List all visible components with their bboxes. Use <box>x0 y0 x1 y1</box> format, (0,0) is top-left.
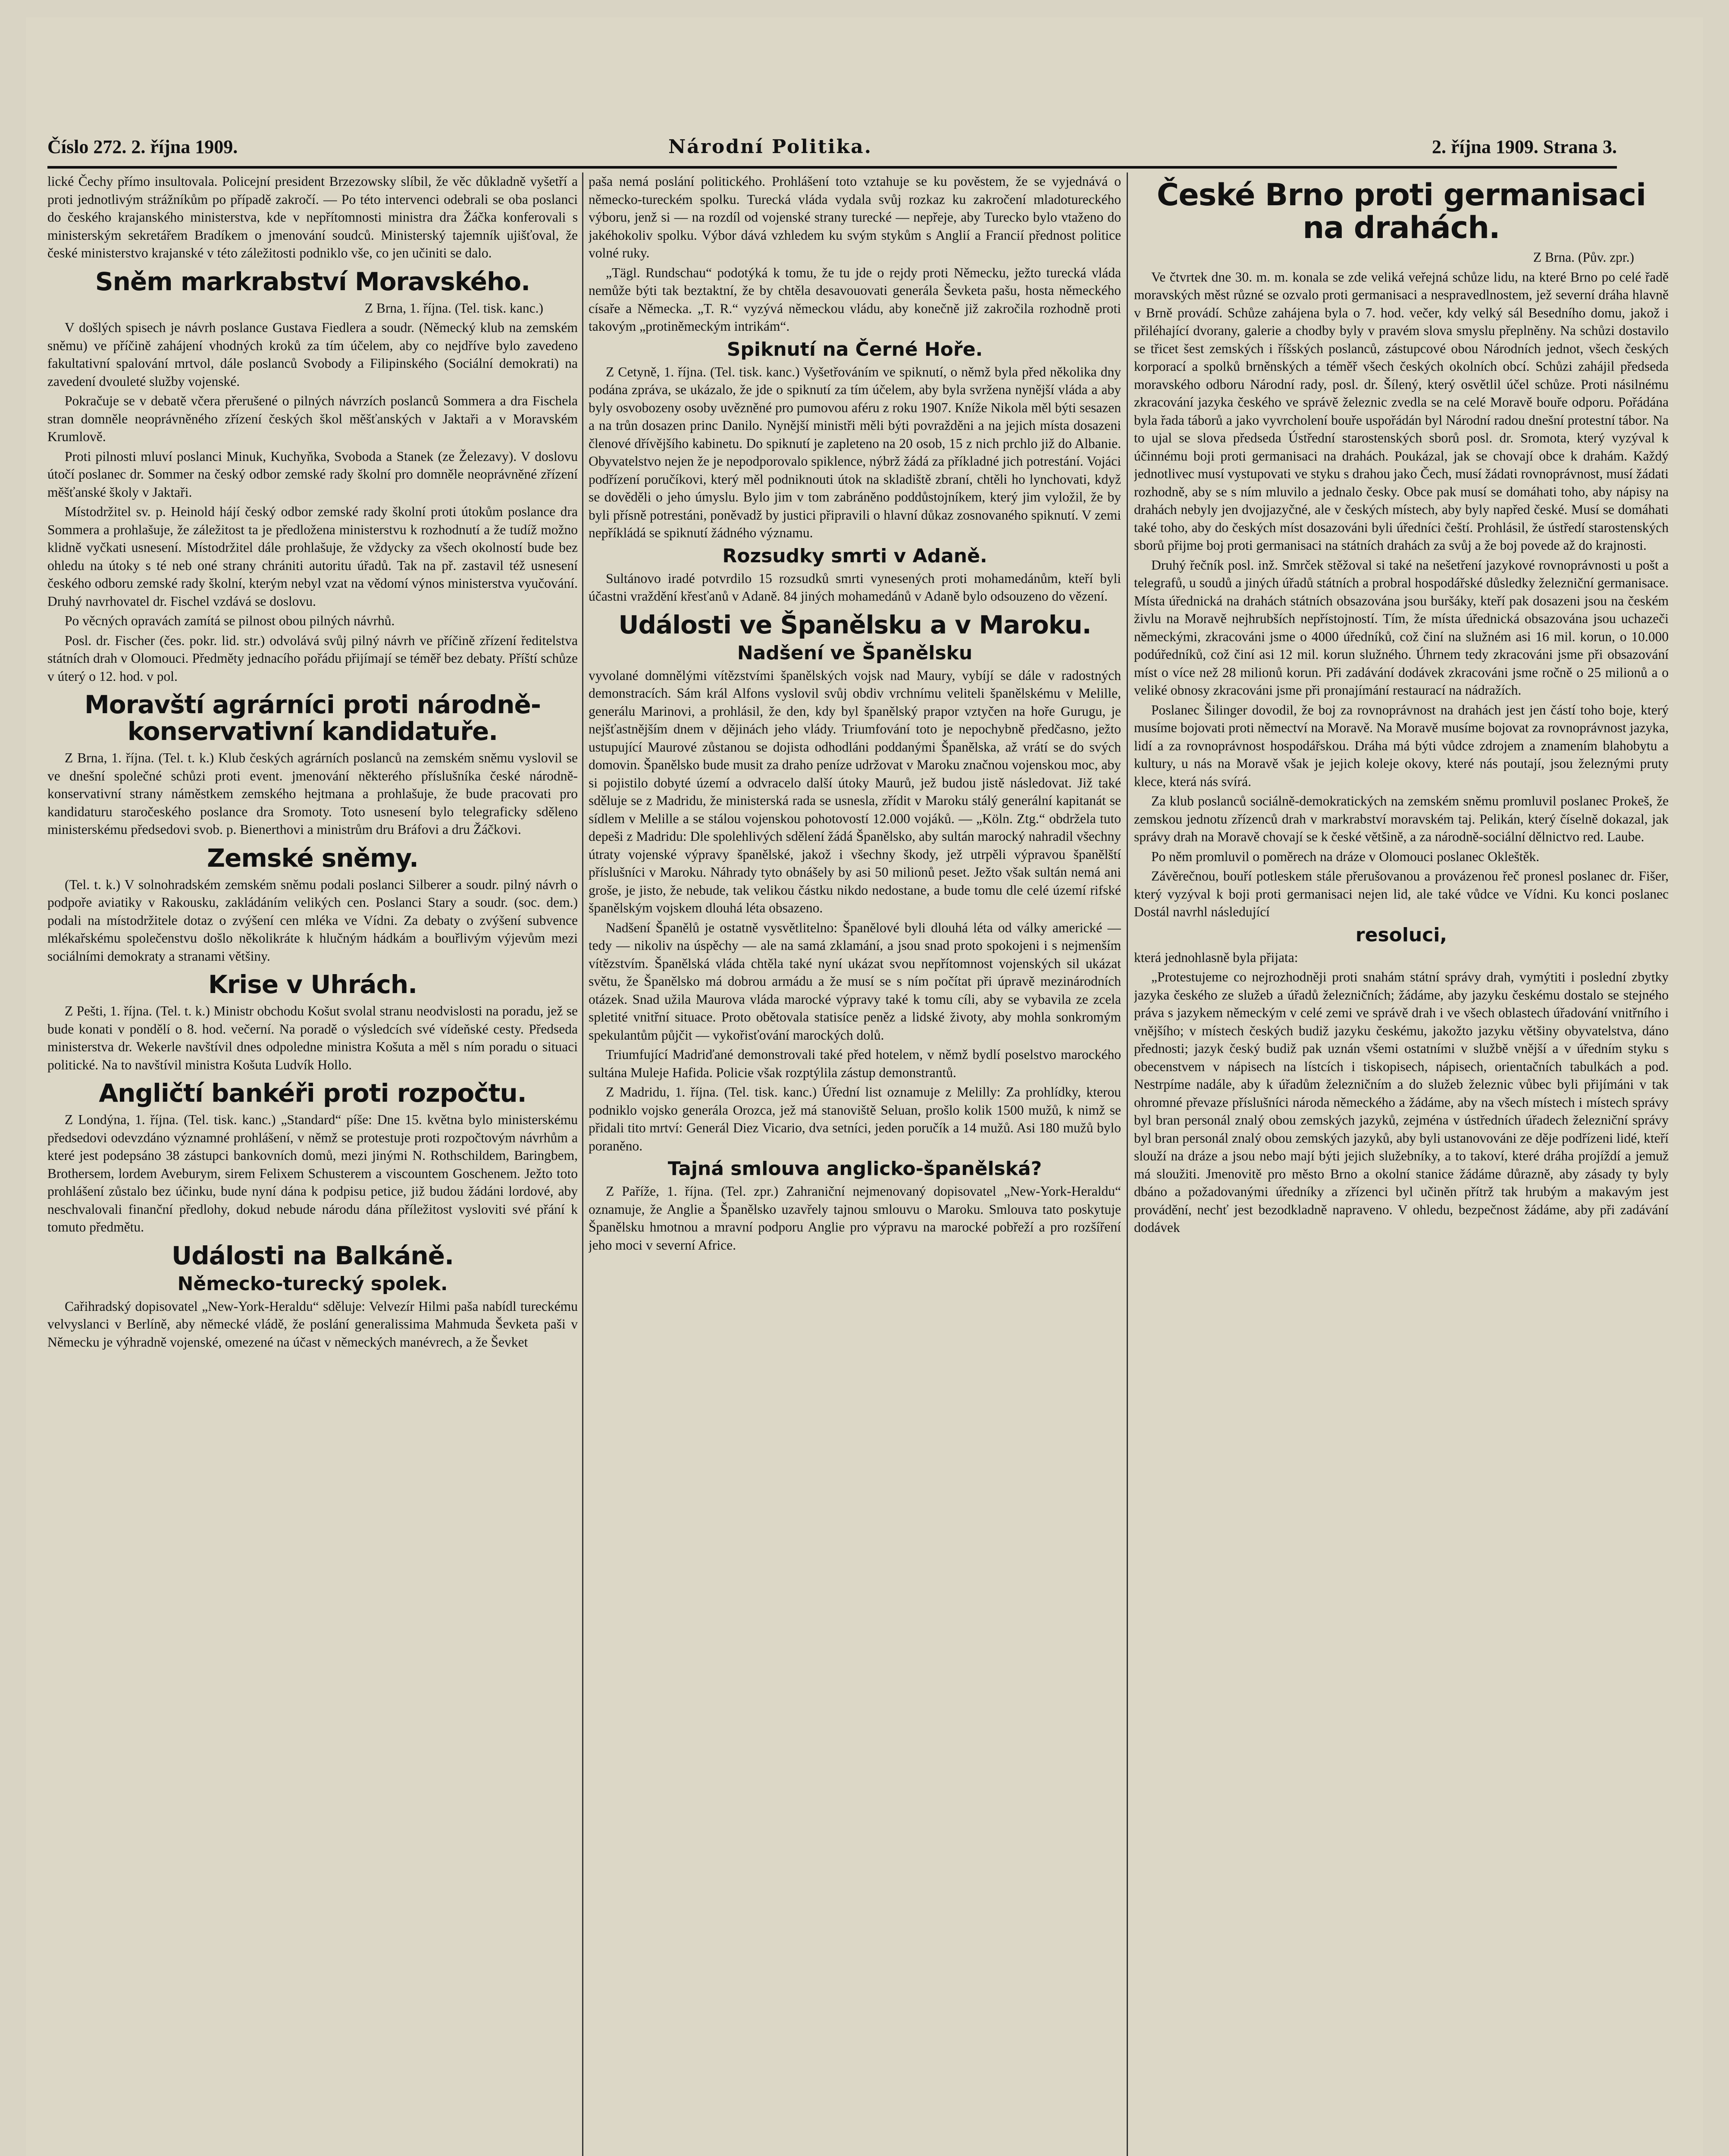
column-divider-2 <box>1127 172 1128 2156</box>
paragraph: která jednohlasně byla přijata: <box>1134 950 1298 965</box>
article-heading: České Brno proti germanisaci na drahách. <box>1156 177 1646 245</box>
article-heading: Moravští agrárníci proti národně-konservativní kandidatuře. <box>85 690 541 746</box>
paragraph: Cařihradský dopisovatel „New-York-Heraldu“ sděluje: Velvezír Hilmi paša nabídl tureckému velvyslanci v Berlíně, aby německé vládě, že poslání generalissima Mahmuda Ševketa paši v Německu je výhradně vojenské, omezené na účast v německých manévrech, a že Ševket <box>47 1298 578 1350</box>
paragraph: „Tägl. Rundschau“ podotýká k tomu, že tu jde o rejdy proti Německu, ježto turecká vláda nemůže býti tak beztaktní, že by chtěla desavouovati generála Ševketa pašu, hosta německého císaře a Německa. „T. R.“ vyzývá německou vládu, aby konečně již zakročila rozhodně proti takovým „protiněmeckým intrikám“. <box>589 265 1121 334</box>
paragraph: Po věcných opravách zamítá se pilnost obou pilných návrhů. <box>65 613 395 628</box>
paragraph: Posl. dr. Fischer (čes. pokr. lid. str.) odvolává svůj pilný návrh ve příčině zřízení ředitelstva státních drah v Olomouci. Předměty jednacího pořádu přijímají se téměř bez debaty. Příští schůze v úterý o 12. hod. v pol. <box>47 633 578 684</box>
paragraph: Proti pilnosti mluví poslanci Minuk, Kuchyňka, Svoboda a Stanek (ze Železavy). V doslovu útočí poslanec dr. Sommer na český odbor zemské rady školní pro domněle neoprávněné zřízení měšťanské školy v Jaktaři. <box>47 448 578 500</box>
article-heading: Sněm markrabství Moravského. <box>95 266 530 296</box>
article-heading: Krise v Uhrách. <box>208 970 417 999</box>
header-rule <box>47 166 1617 169</box>
paragraph: Za klub poslanců sociálně-demokratických na zemském sněmu promluvil poslanec Prokeš, že zemskou jednotu zřízenců drah v markrabství moravském taj. Pelikán, který číselně dokazal, jak správy drah na Moravě chovají se k české většině, a za národně-sociální dělnictvo red. Laube. <box>1134 793 1669 844</box>
article-heading: Spiknutí na Černé Hoře. <box>727 338 983 360</box>
column-2 <box>589 172 1121 2156</box>
column-3 <box>1134 172 1669 2156</box>
page-number: 2. října 1909. Strana 3. <box>1432 136 1617 157</box>
paragraph: Poslanec Šilinger dovodil, že boj za rovnoprávnost na drahách jest jen částí toho boje, který musíme bojovati proti němectví na Moravě. Na Moravě musíme bojovat za rovnoprávnost jazyka, lidí a za rovnoprávnost hospodářskou. Dráha má býti vůdce zdrojem a znamením blahobytu a kultury, u nás na Moravě však je jejich koleje okovy, které nás poutají, jsou železnými pruty klece, která nás svírá. <box>1134 702 1669 789</box>
paragraph: Závěrečnou, bouří potleskem stále přerušovanou a provázenou řeč pronesl poslanec dr. Fišer, který vyzýval k boji proti germanisaci nejen lid, ale také vůdce ve Vídni. Ku konci poslanec Dostál navrhl následující <box>1134 868 1669 919</box>
paragraph: (Tel. t. k.) V solnohradském zemském sněmu podali poslanci Silberer a soudr. pilný návrh o podpoře aviatiky v Rakousku, zakládáním velikých cen. Poslanci Stary a soudr. (soc. dem.) podali na místodržitele dotaz o zvýšení cen mléka ve Vídni. Za debaty o zvýšení subvence mlékařskému společenstvu došlo několikráte k hlučným hádkám a bouřlivým výjevům mezi sociálními demokraty a stranami většiny. <box>47 877 578 964</box>
paragraph: Z Madridu, 1. října. (Tel. tisk. kanc.) Úřední list oznamuje z Melilly: Za prohlídky, kterou podniklo vojsko generála Orozca, jež má stanoviště Seluan, prošlo kolik 1500 mužů, k nimž se přidali tito mrtví: Generál Diez Vicario, dva setníci, jeden poručík a 14 mužů. Asi 180 mužů bylo poraněno. <box>589 1084 1121 1153</box>
byline: Z Brna, 1. října. (Tel. tisk. kanc.) <box>364 300 543 316</box>
column-1 <box>47 172 578 2156</box>
paragraph: V došlých spisech je návrh poslance Gustava Fiedlera a soudr. (Německý klub na zemském sněmu) ve příčině zahájení vhodných kroků za tím účelem, aby co nejdříve bylo zavedeno fakultativní spalování mrtvol, dále poslanců Svobody a Filipinského (Sociální demokrati) na zavedení dvouleté služby vojenské. <box>47 320 578 389</box>
article-heading: Události ve Španělsku a v Maroku. <box>618 610 1091 639</box>
byline: Z Brna. (Pův. zpr.) <box>1533 250 1634 265</box>
paragraph: Druhý řečník posl. inž. Smrček stěžoval si také na nešetření jazykové rovnoprávnosti u pošt a telegrafů, u soudů a jiných úřadů státních a probral hospodářské důsledky železniční germanisace. Místa úřednická na drahách státních obsazována jsou buršáky, kteří pak dosazeni jsou na českém živlu na Moravě nejhrubších nepřístojností. Tím, že místa úřednická obsazována jsou uchazeči německými, zkracováni jsme o 4000 úředníků, což činí na služném asi 16 mil. korun, o 10.000 podúředníků, což činí asi 12 mil. korun služného. Úhrnem tedy zkracováni jsme při obsazování míst o více než 28 milionů korun. Při zadávání dodávek zkracováni jsme ročně o 25 milionů a o veliké obnosy zkracováni jsme při pronajímání restaurací na nádražích. <box>1134 557 1669 698</box>
column-divider-1 <box>582 172 583 2156</box>
paragraph: „Protestujeme co nejrozhodněji proti snahám státní správy drah, vymýtiti i poslední zbytky jazyka českého ze služeb a úřadů železničních; žádáme, aby jazyku českému dostalo se stejného práva s jazykem německým v celé zemi ve správě drah i ve všech oblastech úřadování vnitřního i vnějšího; v místech českých budiž jazyku českému, jakožto jazyku většiny obyvatelstva, dáno přednosti; jazyk český budiž pak uznán všemi ostatními v službě vnější a v úředním styku s obecenstvem v nápisech na lístcích i tiskopisech, nápisech, orientačních tabulkách a pod. Nestrpíme nadále, aby k úřadům železničním a do služeb železnic vůbec byli přijímáni v tak ohromné převaze příslušníci národa německého a žádáme, aby na všech místech i místech správy byl bran personál znalý obou zemských jazyků, zejména v ústředních úřadech železniční správy byl bran personál znalý obou zemských jazyků, aby byli ustanovováni ze děje podřízeni lidé, kteří slouží na dráze a jsou nebo mají býti jejich služebníky, a to takoví, které dráha projíždí a jemuž má sloužiti. Jmenovitě pro město Brno a okolní stanice žádáme důrazně, aby zásady ty byly dbáno a požadovanými úředníky a zřízenci byl učiněn přítrž tak hrubým a makavým jest provádění, nechť jest bezodkladně napraveno. V ohledu, bezpečnost žádáme, aby při zadávání dodávek <box>1134 969 1669 1235</box>
newspaper-page <box>26 17 1703 2156</box>
paragraph: Místodržitel sv. p. Heinold hájí český odbor zemské rady školní proti útokům poslance dra Sommera a prohlašuje, že záležitost ta je předložena ministerstvu k rozhodnutí a že tudíž možno klidně vyčkati usnesení. Místodržitel dále prohlašuje, že vždycky za všech okolností bude bez ohledu na útoky s té neb oné strany chrániti autoritu úřadů. Tak na př. zastavil též usnesení českého odboru zemské rady školní, kterým nebyl vzat na vědomí výnos ministerstva vyučování. Druhý navrhovatel dr. Fischel vzdává se doslovu. <box>47 504 578 609</box>
article-heading: Angličtí bankéři proti rozpočtu. <box>99 1078 526 1108</box>
masthead-title: Národní Politika. <box>668 136 873 158</box>
resolution-heading: resoluci, <box>1355 924 1447 946</box>
paragraph: paša nemá poslání politického. Prohlášení toto vztahuje se ku pověstem, že se vyjednává o německo-tureckém spolku. Turecká vláda vydala svůj rozkaz ku zakročení mladotureckého výboru, jenž si — na rozdíl od vojenské strany turecké — nepřeje, aby Turecko bylo vtaženo do jakéhokoliv spolku. Výbor dává vzhledem ku svým stykům s Anglií a Francií přednost politice volné ruky. <box>589 174 1121 260</box>
page-header <box>47 127 1617 179</box>
article-heading: Zemské sněmy. <box>207 843 418 873</box>
paragraph: Z Pešti, 1. října. (Tel. t. k.) Ministr obchodu Košut svolal stranu neodvislosti na poradu, jež se bude konati v pondělí o 8. hod. večerní. Na poradě o výsledcích své vídeňské cesty. Předseda ministerstva dr. Wekerle navštívil dnes odpoledne ministra Košuta a měl s ním poradu o situaci politické. Na to navštívil ministra Košuta Ludvík Hollo. <box>47 1003 578 1072</box>
paragraph: Sultánovo iradé potvrdilo 15 rozsudků smrti vynesených proti mohamedánům, kteří byli účastni vraždění křesťanů v Adaně. 84 jiných mohamedánů v Adaně bylo odsouzeno do vězení. <box>589 570 1121 604</box>
paragraph: lické Čechy přímo insultovala. Policejní president Brzezowsky slíbil, že věc důkladně vyšetří a proti jednotlivým strážníkům po případě zakročí. — Po této intervenci odebrali se oba poslanci do českého krajanského ministerstva, kde v nepřítomnosti ministra dra Žáčka konferovali s ministerským sekretářem Bradíkem o jmenování soudců. Ministerský tajemník ujišťoval, že české ministerstvo krajanské v této záležitosti podniklo vše, co jen učiniti se dalo. <box>47 174 578 260</box>
paragraph: Z Londýna, 1. října. (Tel. tisk. kanc.) „Standard“ píše: Dne 15. května bylo ministerskému předsedovi odevzdáno významné prohlášení, v němž se protestuje proti rozpočtovým návrhům a které jest podepsáno 38 zástupci bankovních domů, mezi jinými N. Rothschildem, Baringbem, Brothersem, lordem Aveburym, sirem Felixem Schusterem a viscountem Goschenem. Ježto toto prohlášení zůstalo bez účinku, bude nyní dána k podpisu petice, již budou žádáni lordové, aby neschvalovali finanční předlohy, dokud nebude národu dána příležitost vysloviti své přání k tomuto předmětu. <box>47 1112 578 1235</box>
paragraph: Nadšení Španělů je ostatně vysvětlitelno: Španělové byli dlouhá léta od války americké — tedy — nikoliv na úspěchy — ale na samá zklamání, a jsou snad proto spokojeni i s nejmenším vítězstvím. Španělská vláda chtěla také nyní ukázat svou nepřítomnost vojenských sil ukázat světu, že Španělsko má dobrou armádu a že musí se s ním počítat při úpravě mezinárodních otázek. Snad užila Maurova vláda marocké výpravy také k tomu cíli, aby se vybavila ze zcela spletité vnitřní situace. Proto obětovala statisíce peněz a lidské životy, aby mohla sonkromým spekulantům půjčit — vykořisťování marockých dolů. <box>589 920 1121 1043</box>
issue-info: Číslo 272. 2. října 1909. <box>47 136 238 157</box>
paragraph: vyvolané domnělými vítězstvími španělských vojsk nad Maury, vybíjí se dále v radostných demonstracích. Sám král Alfons vyslovil svůj obdiv vrchnímu veliteli španělskému v Melille, generálu Marinovi, a prohlásil, že den, kdy byl španělský prapor vztyčen na hoře Gurugu, je nejšťastnějším dnem v dějinách jeho vlády. Triumfování toto je nepochybně předčasno, ježto ustupující Maurové zůstanou se dojista odhodláni poddanými Španělska, až vrátí se do svých domovin. Španělsko bude musit za draho peníze udržovat v Maroku značnou vojenskou moc, aby si pojistilo dobyté území a odvracelo další útoky Maurů, jež budou jistě následovat. Již také sděluje se z Madridu, že ministerská rada se usnesla, zřídit v Maroku stálý generální kapitanát se sídlem v Melille a se stálou vojenskou pohotovostí 12.000 vojáků. — „Köln. Ztg.“ obdržela tuto depeši z Madridu: Dle spolehlivých sdělení žádá Španělsko, aby sultán marocký nahradil všechny útraty vojenské výpravy španělské, jakož i všechny škody, jež utrpěli výpravou španělští příslušníci v Maroku. Náhrady tyto obnášely by asi 50 milionů peset. Ježto však sultán nemá ani groše, je jisto, že nebude, tak velikou částku nikdo nedostane, a bude tomu dle celé území rifské španělským vojskem dlouhá léta obsazeno. <box>589 667 1121 915</box>
paragraph: Z Cetyně, 1. října. (Tel. tisk. kanc.) Vyšetřováním ve spiknutí, o němž byla před několika dny podána zpráva, se ukázalo, že jde o spiknutí za tím účelem, aby byla svržena nynější vláda a aby byly osvobozeny osoby uvězněné pro pumovou aféru z roku 1907. Kníže Nikola měl býti sesazen a na trůn dosazen princ Danilo. Nynější ministři měli býti povražděni a na jejich místa dosazeni členové dřívějšího kabinetu. Do spiknutí je zapleteno na 20 osob, 15 z nich prchlo již do Albanie. Obyvatelstvo nejen že je nepodporovalo spiklence, nýbrž žádá za příkladné jich potrestání. Vojáci podřízení poručíkovi, který měl podniknouti útok na skladiště zbraní, chtěli ho lynchovati, když se dověděli o jeho úmyslu. Bylo jim v tom zabráněno poddůstojníkem, který jim vyložil, že by byli přísně potrestáni, poněvadž by justici připravili o hlavní důkaz zosnovaného spiknutí. V zemi nepříkládá se spiknutí žádného významu. <box>589 364 1121 540</box>
article-heading: Rozsudky smrti v Adaně. <box>722 545 987 567</box>
article-subheading: Německo-turecký spolek. <box>177 1272 448 1295</box>
article-heading: Tajná smlouva anglicko-španělská? <box>667 1158 1042 1180</box>
paragraph: Ve čtvrtek dne 30. m. m. konala se zde veliká veřejná schůze lidu, na které Brno po celé řadě moravských měst různé se ozvalo proti germanisaci a nespravedlnostem, jež severní dráha hlavně v Brně provádí. Schůze zahájena byla o 7. hod. večer, kdy velký sál Besedního domu, jakož i přiléhající dvorany, galerie a chodby byly v pravém slova smyslu přeplněny. Na schůzi dostavilo se třicet šest zemských i říšských poslanců, zástupcové obou Národních jednot, všech českých korporací a spolků brněnských a téměř všech českých okolních obcí. Schůzi zahájil předseda moravského odboru Národní rady, posl. dr. Šílený, který osvětlil účel schůze. Proti násilnému zkracování jazyka českého ve správě železnic zvedla se na celé Moravě bouře odporu. Pořádána byla řada táborů a jako vyvrcholení bouře uspořádán byl Národní radou dnešní protestní tábor. Na to ujal se slova předseda Ústřední starostenských sborů posl. dr. Sromota, který vyzýval k účinnému boji proti germanisaci na drahách. Poukázal, jak se chovají obce k drahám. Každý jednotlivec musí vystupovati ve styku s drahou jako Čech, musí žádati rovnoprávnost, musí žádati rozhodně, aby se s ním mluvilo a jednalo česky. Obce pak musí se domáhati toho, aby nápisy na drahách nebyly jen dvojjazyčné, ale v českých místech, aby byly napřed české. Musí se domáhati také toho, aby do českých míst dosazováni byli úředníci čeští. Prohlásil, že ústředí starostenských sborů přijme boj proti germanisaci na státních drahách za svůj a že boj povede až do krajnosti. <box>1134 269 1669 553</box>
paragraph: Z Paříže, 1. října. (Tel. zpr.) Zahraniční nejmenovaný dopisovatel „New-York-Heraldu“ oznamuje, že Anglie a Španělsko uzavřely tajnou smlouvu o Maroku. Smlouva tato poskytuje Španělsku hmotnou a mravní podporu Anglie pro výpravu na marocké pobřeží a pro rozšíření jeho moci v severní Africe. <box>589 1184 1121 1253</box>
article-subheading: Nadšení ve Španělsku <box>737 642 973 664</box>
article-heading: Události na Balkáně. <box>171 1241 454 1270</box>
paragraph: Po něm promluvil o poměrech na dráze v Olomouci poslanec Okleštěk. <box>1151 849 1540 864</box>
paragraph: Z Brna, 1. října. (Tel. t. k.) Klub českých agrárních poslanců na zemském sněmu vyslovil se ve dnešní společné schůzi proti event. jmenování některého příslušníka české národně-konservativní strany náměstkem zemského hejtmana a prohlašuje, že bude pracovati pro kandidaturu staročeského poslance dra Sromoty. Toto usnesení bylo telegraficky sděleno ministerskému předsedovi svob. p. Bienerthovi a ministrům dru Bráfovi a dru Žáčkovi. <box>47 750 578 837</box>
paragraph: Pokračuje se v debatě včera přerušené o pilných návrzích poslanců Sommera a dra Fischela stran domněle neoprávněného zřízení českých škol měšťanských v Jaktaři a v Moravském Krumlově. <box>47 393 578 444</box>
paragraph: Triumfující Madriďané demonstrovali také před hotelem, v němž bydlí poselstvo marockého sultána Muleje Hafida. Policie však rozptýlila zástup demonstrantů. <box>589 1047 1121 1080</box>
